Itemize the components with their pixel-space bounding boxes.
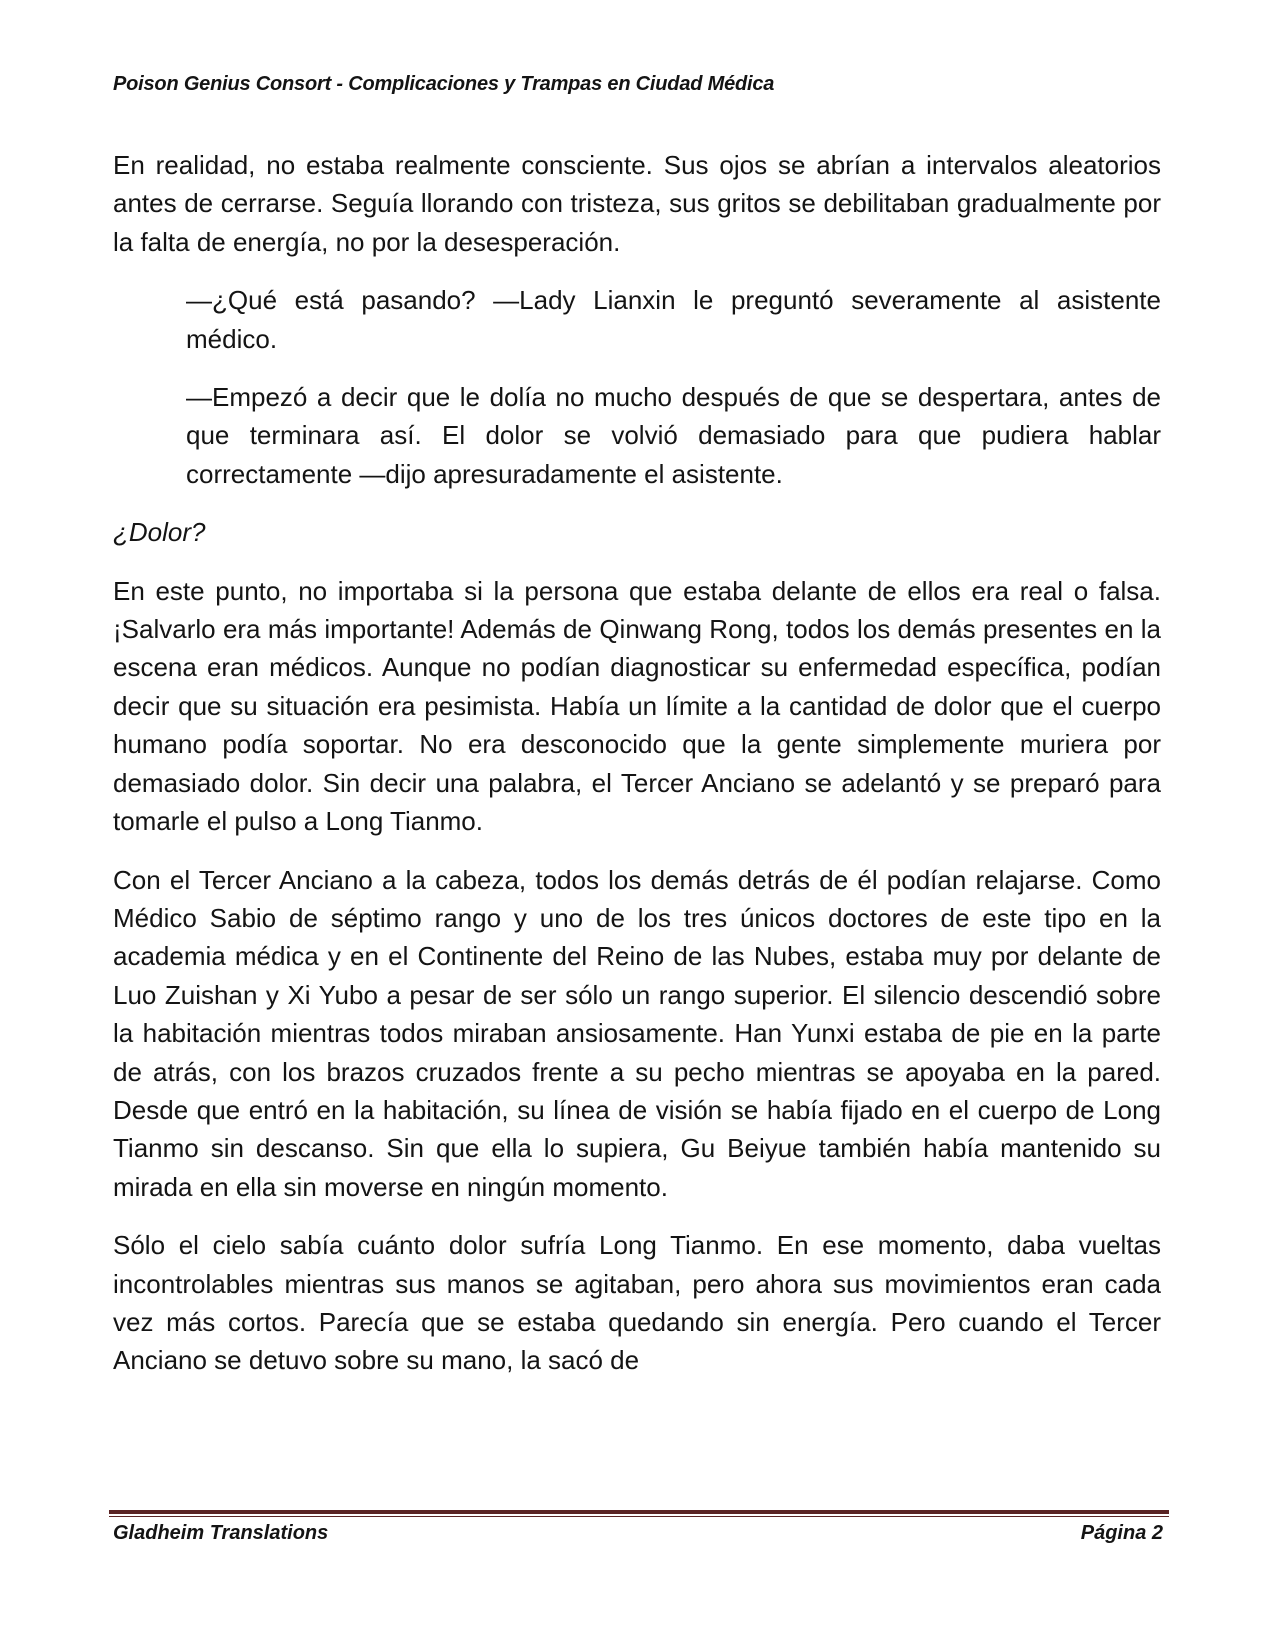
- document-body: [113, 146, 1161, 1400]
- page-header-title: Poison Genius Consort - Complicaciones y Trampas en Ciudad Médica: [113, 73, 775, 95]
- paragraph: En este punto, no importaba si la persona que estaba delante de ellos era real o falsa. ¡Salvarlo era más importante! Además de Qinwang Rong, todos los demás presentes en la escena eran médicos. Aunque no podían diagnosticar su enfermedad específica, podían decir que su situación era pesimista. Había un límite a la cantidad de dolor que el cuerpo humano podía soportar. No era desconocido que la gente simplemente muriera por demasiado dolor. Sin decir una palabra, el Tercer Anciano se adelantó y se preparó para tomarle el pulso a Long Tianmo.: [113, 575, 1161, 837]
- dialogue-paragraph: —Empezó a decir que le dolía no mucho después de que se despertara, antes de que terminara así. El dolor se volvió demasiado para que pudiera hablar correctamente —dijo apresuradamente el asistente.: [186, 382, 1161, 489]
- paragraph: Sólo el cielo sabía cuánto dolor sufría Long Tianmo. En ese momento, daba vueltas incontrolables mientras sus manos se agitaban, pero ahora sus movimientos eran cada vez más cortos. Parecía que se estaba quedando sin energía. Pero cuando el Tercer Anciano se detuvo sobre su mano, la sacó de: [113, 1230, 1161, 1376]
- paragraph: Con el Tercer Anciano a la cabeza, todos los demás detrás de él podían relajarse. Como Médico Sabio de séptimo rango y uno de los tres únicos doctores de este tipo en la academia médica y en el Continente del Reino de las Nubes, estaba muy por delante de Luo Zuishan y Xi Yubo a pesar de ser sólo un rango superior. El silencio descendió sobre la habitación mientras todos miraban ansiosamente. Han Yunxi estaba de pie en la parte de atrás, con los brazos cruzados frente a su pecho mientras se apoyaba en la pared. Desde que entró en la habitación, su línea de visión se había fijado en el cuerpo de Long Tianmo sin descanso. Sin que ella lo supiera, Gu Beiyue también había mantenido su mirada en ella sin moverse en ningún momento.: [113, 864, 1161, 1202]
- footer-publisher: Gladheim Translations: [113, 1522, 329, 1544]
- footer-page-number: Página 2: [1080, 1522, 1163, 1544]
- footer-divider: [109, 1510, 1169, 1517]
- paragraph: En realidad, no estaba realmente consciente. Sus ojos se abrían a intervalos aleatorios antes de cerrarse. Seguía llorando con tristeza, sus gritos se debilitaban gradualmente por la falta de energía, no por la desesperación.: [113, 150, 1161, 257]
- dialogue-paragraph: —¿Qué está pasando? —Lady Lianxin le preguntó severamente al asistente médico.: [186, 285, 1161, 354]
- italic-thought: ¿Dolor?: [113, 517, 206, 548]
